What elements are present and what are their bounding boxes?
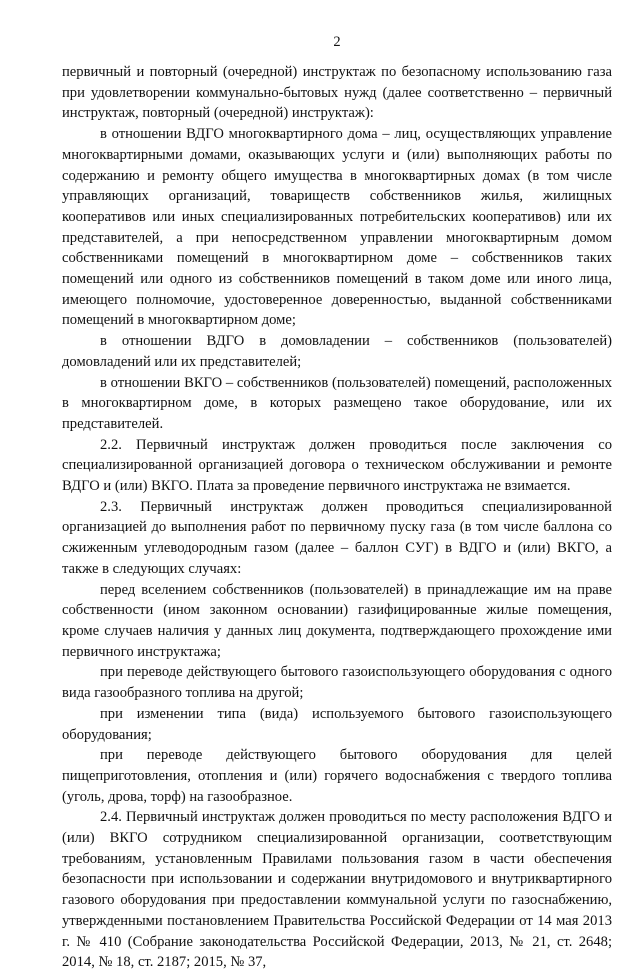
page-number: 2: [333, 34, 341, 50]
paragraph-2-2: 2.2. Первичный инструктаж должен проводиться после заключения со специализированной организацией договора о техническом обслуживании и ремонте ВДГО и (или) ВКГО. Плата за проведение первичного инструктажа не взимается.: [62, 436, 612, 495]
paragraph-case-fuel-change: при переводе действующего бытового газоиспользующего оборудования с одного вида газообразного топлива на другой;: [62, 664, 612, 702]
paragraph-intro: первичный и повторный (очередной) инструктаж по безопасному использованию газа при удовлетворении коммунально-бытовых нужд (далее соответственно – первичный инструктаж, повторный (очередной) инструктаж):: [62, 64, 612, 122]
paragraph-2-3: 2.3. Первичный инструктаж должен проводиться специализированной организацией до выполнения работ по первичному пуску газа (в том числе баллона со сжиженным углеводородным газом (далее – баллон СУГ) в ВДГО и (или) ВКГО, а также в следующих случаях:: [62, 498, 612, 577]
paragraph-case-moving-in: перед вселением собственников (пользователей) в принадлежащие им на праве собственности (ином законном основании) газифицированные жилые помещения, кроме случаев наличия у данных лиц документа, подтверждающего прохождение ими первичного инструктажа;: [62, 581, 612, 660]
paragraph-vdgo-household: в отношении ВДГО в домовладении – собственников (пользователей) домовладений или их представителей;: [62, 333, 612, 370]
paragraph-vkgo: в отношении ВКГО – собственников (пользователей) помещений, расположенных в многоквартирном доме, в которых размещено такое оборудование, или их представителей.: [62, 374, 612, 432]
paragraph-case-equipment-type-change: при изменении типа (вида) используемого бытового газоиспользующего оборудования;: [62, 705, 612, 743]
paragraph-vdgo-apartment-building: в отношении ВДГО многоквартирного дома – лиц, осуществляющих управление многоквартирными домами, оказывающих услуги и (или) выполняющих работы по содержанию и ремонту общего имущества в многоквартирных домах (в том числе управляющих организаций, товариществ собственников жилья, жилищных кооперативов или иных специализированных потребительских кооперативов) или их представителей, а при непосредственном управлении многоквартирным домом собственниками помещений в многоквартирном доме – собственников таких помещений или одного из собственников помещений в таком доме или иного лица, имеющего полномочие, удостоверенное доверенностью, выданной собственниками помещений в многоквартирном доме;: [62, 126, 612, 329]
paragraph-case-solid-fuel-conversion: при переводе действующего бытового оборудования для целей пищеприготовления, отопления и (или) горячего водоснабжения с твердого топлива (уголь, дрова, торф) на газообразное.: [62, 747, 612, 805]
paragraph-2-4: 2.4. Первичный инструктаж должен проводиться по месту расположения ВДГО и (или) ВКГО сотрудником специализированной организации, соответствующим требованиям, установленным Правилами пользования газом в части обеспечения безопасности при использовании и содержании внутридомового и внутриквартирного газового оборудования при предоставлении коммунальной услуги по газоснабжению, утвержденными постановлением Правительства Российской Федерации от 14 мая 2013 г. № 410 (Собрание законодательства Российской Федерации, 2013, № 21, ст. 2648; 2014, № 18, ст. 2187; 2015, № 37,: [62, 809, 612, 971]
